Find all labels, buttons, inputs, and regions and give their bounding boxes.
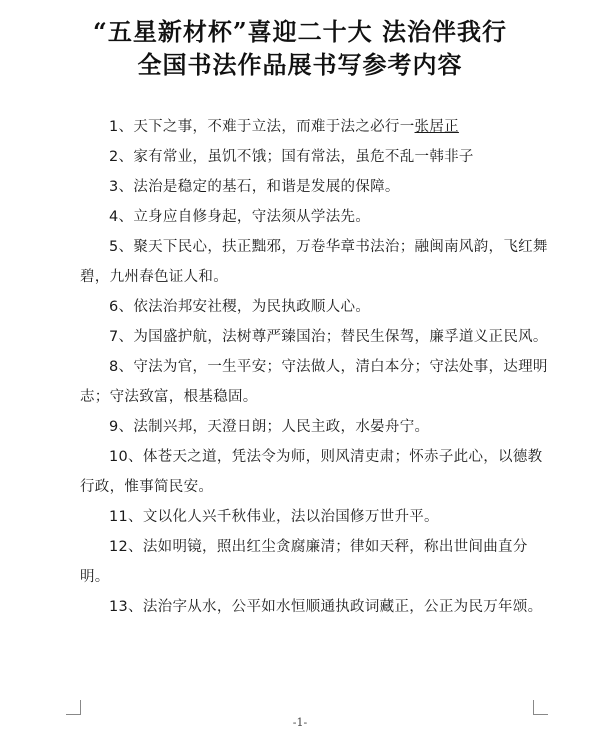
margin-corner-mark-left (66, 700, 81, 715)
list-item: 3、法治是稳定的基石，和谐是发展的保障。 (109, 179, 400, 195)
list-item: 4、立身应自修身起，守法须从学法先。 (109, 209, 371, 225)
list-item: 8、守法为官，一生平安；守法做人，清白本分；守法处事，达理明志；守法致富，根基稳固。 (80, 359, 548, 405)
list-item: 11、文以化人兴千秋伟业，法以治国修万世升平。 (109, 509, 439, 525)
author-name: 张居正 (414, 119, 459, 135)
title-line-1: “五星新材杯”喜迎二十大 法治伴我行 (93, 17, 507, 46)
list-item: 12、法如明镜，照出红尘贪腐廉清；律如天秤，称出世间曲直分明。 (80, 539, 528, 585)
list-item: 7、为国盛护航，法树尊严臻国治；替民生保驾，廉孚道义正民风。 (109, 329, 548, 345)
list-item: 5、聚天下民心，扶正黜邪，万卷华章书法治；融闽南风韵，飞红舞碧，九州春色证人和。 (80, 239, 548, 285)
list-item: 9、法制兴邦，天澄日朗；人民主政，水晏舟宁。 (109, 419, 430, 435)
title-line-2: 全国书法作品展书写参考内容 (137, 50, 463, 79)
reference-list (80, 112, 550, 622)
item-text: 1、天下之事，不难于立法，而难于法之必行一 (109, 119, 415, 135)
list-item: 2、家有常业，虽饥不饿；国有常法，虽危不乱一韩非子 (109, 149, 474, 165)
list-item (80, 112, 550, 142)
margin-corner-mark-right (533, 700, 548, 715)
page-number: -1- (292, 716, 308, 729)
list-item: 10、体苍天之道，凭法令为师，则风清吏肃；怀赤子此心，以德教行政，惟事简民安。 (80, 449, 543, 495)
list-item: 6、依法治邦安社稷，为民执政顺人心。 (109, 299, 371, 315)
list-item: 13、法治字从水，公平如水恒顺通执政词藏正，公正为民万年颂。 (109, 599, 543, 615)
